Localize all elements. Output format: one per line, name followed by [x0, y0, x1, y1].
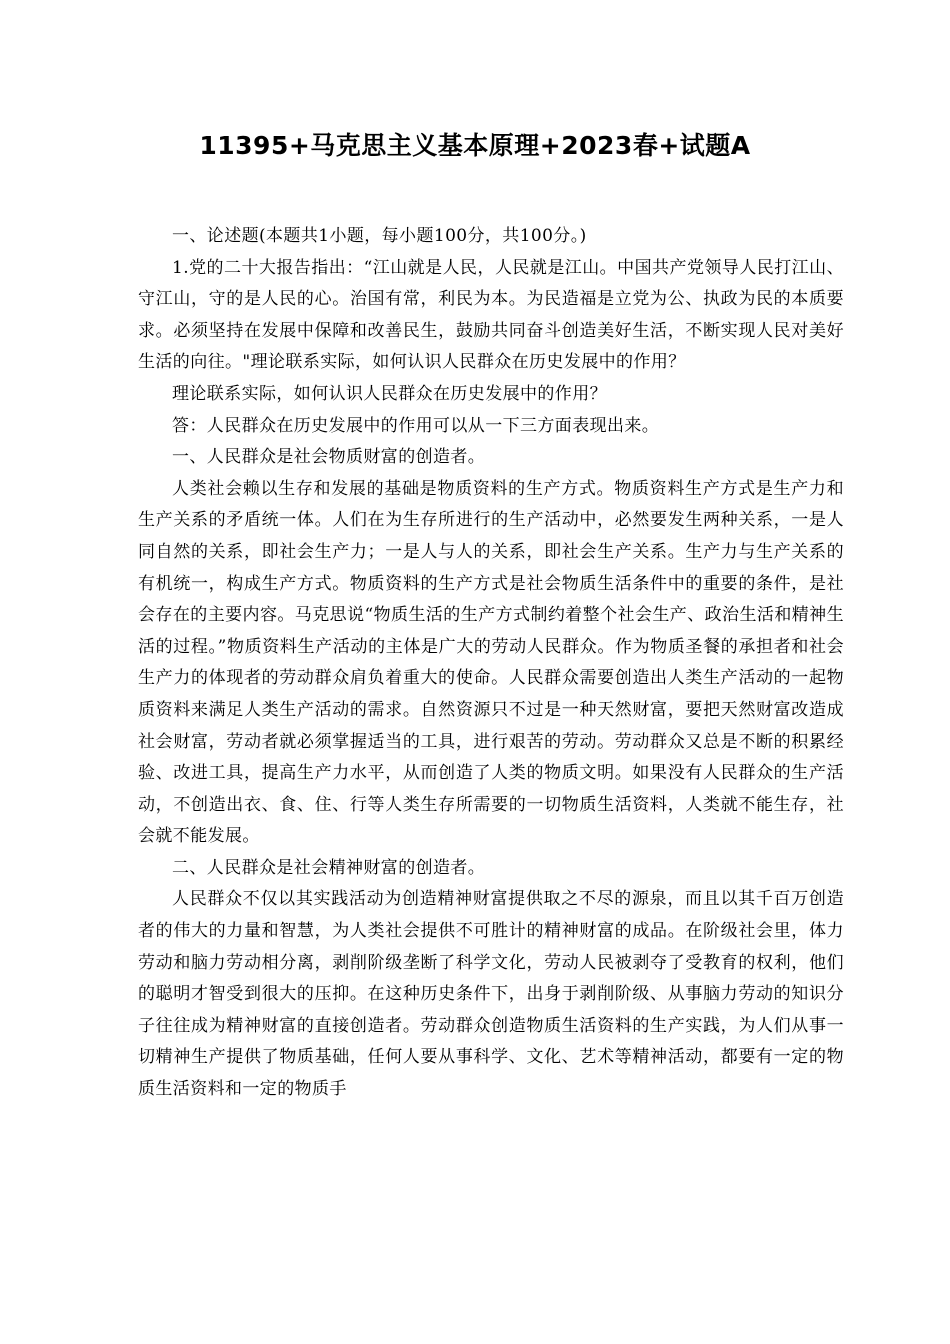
question-restatement: 理论联系实际，如何认识人民群众在历史发展中的作用？: [172, 383, 607, 404]
question-paragraph: 1.党的二十大报告指出：“江山就是人民，人民就是江山。中国共产党领导人民打江山、守江山，守的是人民的心。治国有常，利民为本。为民造福是立党为公、执政为民的本质要求。必须坚持在发展中保障和改善民生，鼓励共同奋斗创造美好生活，不断实现人民对美好生活的向往。"理论联系实际，如何认识人民群众在历史发展中的作用？: [138, 257, 844, 373]
point-heading-spiritual-wealth: 二、人民群众是社会精神财富的创造者。: [172, 857, 486, 878]
paragraph-material-wealth: 人类社会赖以生存和发展的基础是物质资料的生产方式。物质资料生产方式是生产力和生产关系的矛盾统一体。人们在为生存所进行的生产活动中，必然要发生两种关系，一是人同自然的关系，即社会生产力；一是人与人的关系，即社会生产关系。生产力与生产关系的有机统一，构成生产方式。物质资料的生产方式是社会物质生活条件中的重要的条件，是社会存在的主要内容。马克思说“物质生活的生产方式制约着整个社会生产、政治生活和精神生活的过程。”物质资料生产活动的主体是广大的劳动人民群众。作为物质圣餐的承担者和社会生产力的体现者的劳动群众肩负着重大的使命。人民群众需要创造出人类生产活动的一起物质资料来满足人类生产活动的需求。自然资源只不过是一种天然财富，要把天然财富改造成社会财富，劳动者就必须掌握适当的工具，进行艰苦的劳动。劳动群众又总是不断的积累经验、改进工具，提高生产力水平，从而创造了人类的物质文明。如果没有人民群众的生产活动，不创造出衣、食、住、行等人类生存所需要的一切物质生活资料，人类就不能生存，社会就不能发展。: [138, 478, 844, 847]
point-heading-material-wealth: 一、人民群众是社会物质财富的创造者。: [172, 447, 486, 468]
paragraph-spiritual-wealth: 人民群众不仅以其实践活动为创造精神财富提供取之不尽的源泉，而且以其千百万创造者的伟大的力量和智慧，为人类社会提供不可胜计的精神财富的成品。在阶级社会里，体力劳动和脑力劳动相分离，剥削阶级垄断了科学文化，劳动人民被剥夺了受教育的权利，他们的聪明才智受到很大的压抑。在这种历史条件下，出身于剥削阶级、从事脑力劳动的知识分子往往成为精神财富的直接创造者。劳动群众创造物质生活资料的生产实践，为人们从事一切精神生产提供了物质基础，任何人要从事科学、文化、艺术等精神活动，都要有一定的物质生活资料和一定的物质手: [138, 889, 844, 1100]
answer-intro: 答：人民群众在历史发展中的作用可以从一下三方面表现出来。: [172, 415, 660, 436]
document-body: [138, 221, 844, 1106]
section-heading-essay: 一、论述题(本题共1小题，每小题100分，共100分。): [172, 226, 587, 246]
document-title: 11395+马克思主义基本原理+2023春+试题A: [199, 131, 751, 160]
